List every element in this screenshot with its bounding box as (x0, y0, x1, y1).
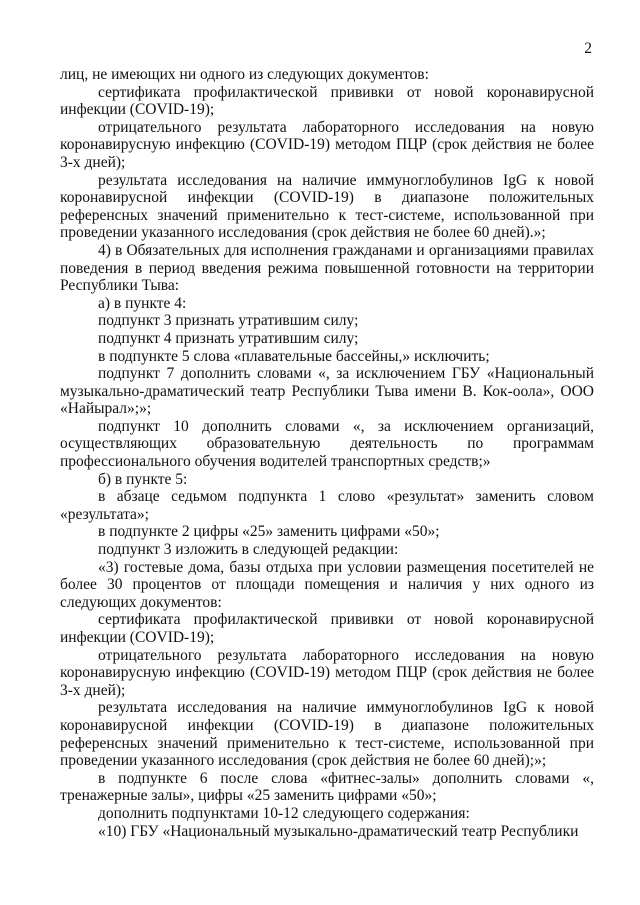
paragraph: сертификата профилактической прививки от новой коронавирусной инфекции (COVID-19); (60, 83, 594, 119)
paragraph: в подпункте 5 слова «плавательные бассейны,» исключить; (98, 347, 490, 365)
paragraph: подпункт 3 признать утратившим силу; (98, 312, 359, 330)
paragraph: лиц, не имеющих ни одного из следующих документов: (60, 66, 429, 83)
paragraph: «10) ГБУ «Национальный музыкально-драматический театр Республики (98, 822, 579, 840)
paragraph: сертификата профилактической прививки от новой коронавирусной инфекции (COVID-19); (60, 611, 594, 646)
page-number: 2 (584, 40, 592, 57)
paragraph: в подпункте 2 цифры «25» заменить цифрами «50»; (98, 523, 440, 541)
paragraph: отрицательного результата лабораторного исследования на новую коронавирусную инфекцию (COVID-19) методом ПЦР (срок действия не более 3-х дней); (60, 646, 594, 699)
paragraph: 4) в Обязательных для исполнения гражданами и организациями правилах поведения в период введения режима повышенной готовности на территории Республики Тыва: (60, 241, 594, 295)
paragraph: «3) гостевые дома, базы отдыха при условии размещения посетителей не более 30 процентов от площади помещения и наличия у них одного из следующих документов: (60, 558, 594, 611)
paragraph: подпункт 7 дополнить словами «, за исключением ГБУ «Национальный музыкально-драматический театр Республики Тыва имени В. Кок-оола», ООО «Найырал»;»; (60, 365, 594, 418)
paragraph: результата исследования на наличие иммуноглобулинов IgG к новой коронавирусной инфекции (COVID-19) в диапазоне положительных референсных значений применительно к тест-системе, использованной при проведении указанного исследования (срок действия не более 60 дней).»; (60, 171, 594, 242)
paragraph: подпункт 10 дополнить словами «, за исключением организаций, осуществляющих образовательную деятельность по программам профессионального обучения водителей транспортных средств;» (60, 417, 594, 471)
paragraph: подпункт 4 признать утратившим силу; (98, 329, 359, 347)
paragraph: б) в пункте 5: (98, 470, 188, 488)
paragraph: в подпункте 6 после слова «фитнес-залы» дополнить словами «, тренажерные залы», цифры «25 заменить цифрами «50»; (60, 769, 594, 805)
paragraph: а) в пункте 4: (98, 294, 187, 312)
paragraph: дополнить подпунктами 10-12 следующего содержания: (98, 804, 470, 822)
paragraph: результата исследования на наличие иммуноглобулинов IgG к новой коронавирусной инфекции (COVID-19) в диапазоне положительных референсных значений применительно к тест-системе, использованной при проведении указанного исследования (срок действия не более 60 дней);»; (60, 699, 594, 770)
paragraph: подпункт 3 изложить в следующей редакции: (98, 541, 399, 559)
document-body (60, 66, 594, 840)
paragraph: отрицательного результата лабораторного исследования на новую коронавирусную инфекцию (COVID-19) методом ПЦР (срок действия не более 3-х дней); (60, 118, 594, 171)
paragraph: в абзаце седьмом подпункта 1 слово «результат» заменить словом «результата»; (60, 488, 594, 523)
